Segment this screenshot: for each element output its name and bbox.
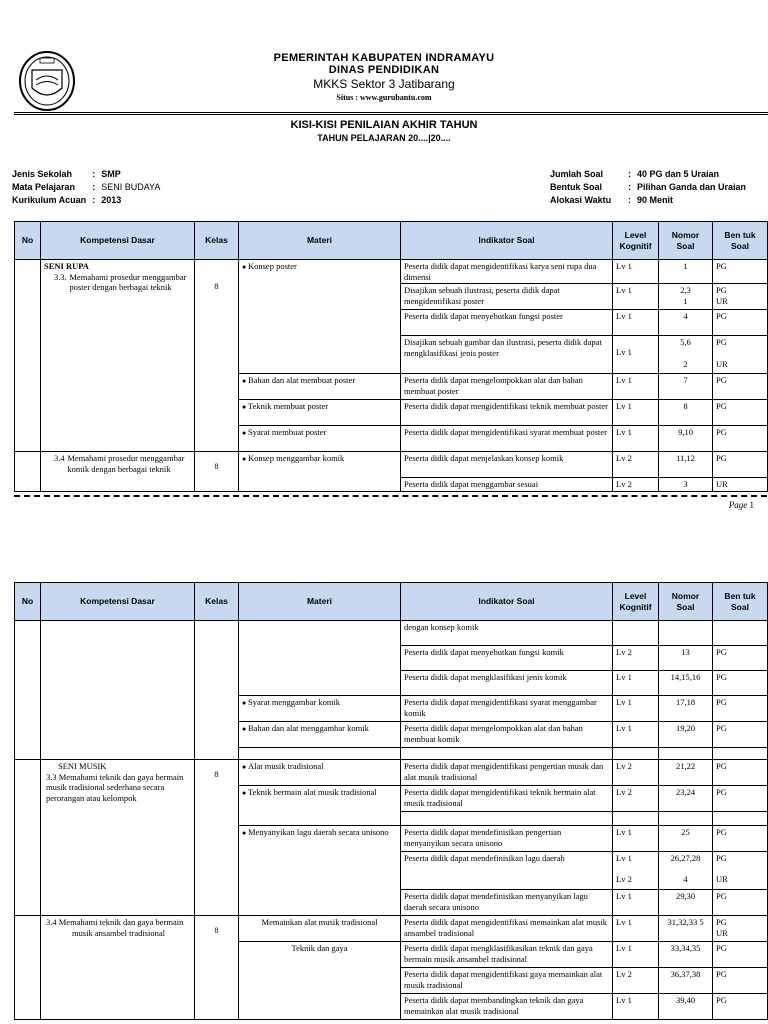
cell-no: [15, 760, 41, 916]
indikator-cell: Peserta didik dapat mengidentifikasi teknik bermain alat musik tradisional: [401, 786, 613, 812]
page-label: Page: [728, 500, 748, 510]
level-cell: Lv 2: [613, 786, 659, 812]
level-cell: Lv 2: [613, 452, 659, 478]
kd-section-head: SENI MUSIK: [58, 761, 107, 771]
bentuk-cell: PG: [713, 400, 768, 426]
materi-item: ● Konsep menggambar komik: [242, 453, 344, 463]
nomor-cell: 13: [659, 646, 713, 671]
materi-item: ● Teknik bermain alat musik tradisional: [242, 787, 377, 797]
indikator-cell: [401, 812, 613, 826]
bentuk-cell: PG: [713, 994, 768, 1020]
cell-kelas: [195, 452, 239, 492]
table-header-row: [15, 583, 768, 621]
col-materi: Materi: [239, 583, 401, 621]
cell-no: [15, 260, 41, 452]
indikator-cell: Peserta didik dapat mengidentifikasi gaya memainkan alat musik tradisional: [401, 968, 613, 994]
bentuk-value: UR: [716, 295, 728, 306]
materi-item: ● Syarat menggambar komik: [242, 697, 340, 707]
nomor-cell: 33,34,35: [659, 942, 713, 968]
cell-no: [15, 621, 41, 760]
cell-materi: [239, 722, 401, 748]
col-materi: Materi: [239, 222, 401, 260]
level-cell: Lv 1: [613, 310, 659, 336]
info-label: Jenis Sekolah: [12, 169, 73, 179]
table-row: [15, 621, 768, 646]
info-value: 2013: [101, 195, 122, 205]
nomor-value: 4: [683, 873, 688, 884]
nomor-cell: [659, 812, 713, 826]
col-kelas: Kelas: [195, 222, 239, 260]
table-header-row: [15, 222, 768, 260]
cell-no: [15, 452, 41, 492]
cell-kd: [41, 621, 195, 760]
nomor-cell: 3: [659, 478, 713, 492]
materi-item: ● Menyanyikan lagu daerah secara unisono: [242, 827, 389, 837]
bentuk-value: PG: [716, 853, 727, 863]
cell-kelas: [195, 916, 239, 1020]
indikator-cell: Disajikan sebuah ilustrasi, peserta didik dapat mengidentifikasi poster: [401, 284, 613, 310]
col-indikator: Indikator Soal: [401, 583, 613, 621]
cell-kd: [41, 916, 195, 1020]
info-label: Kurikulum Acuan: [12, 195, 87, 205]
bentuk-value: UR: [716, 927, 728, 938]
bentuk-cell: PG: [713, 722, 768, 748]
kd-number: 3.4: [54, 453, 65, 464]
level-value: Lv 1: [616, 347, 632, 358]
level-cell: Lv 2: [613, 478, 659, 492]
cell-materi: [239, 748, 401, 760]
level-cell: Lv 1: [613, 426, 659, 452]
kisi-table-page1: [14, 221, 768, 492]
cell-materi: [239, 260, 401, 374]
materi-item: Teknik dan gaya: [291, 943, 348, 953]
nomor-cell: 21,22: [659, 760, 713, 786]
dept-title: DINAS PENDIDIKAN: [328, 64, 440, 76]
cell-kd: [41, 760, 195, 916]
bentuk-cell: PG: [713, 760, 768, 786]
materi-item: ● Syarat membuat poster: [242, 427, 326, 437]
kd-text: 3.4 Memahami teknik dan gaya bermain musik ansambel tradisional: [46, 917, 184, 938]
level-cell: [613, 748, 659, 760]
nomor-cell: 7: [659, 374, 713, 400]
bentuk-value: UR: [716, 873, 728, 884]
info-value: 40 PG dan 5 Uraian: [637, 169, 720, 179]
indikator-cell: Peserta didik dapat mengidentifikasi memainkan alat musik ansambel tradisional: [401, 916, 613, 942]
cell-materi: [239, 696, 401, 722]
level-cell: [613, 812, 659, 826]
table-row: [15, 916, 768, 942]
cell-kd: [41, 260, 195, 452]
table-row: [15, 760, 768, 786]
bentuk-cell: PG: [713, 374, 768, 400]
bentuk-cell: PG: [713, 786, 768, 812]
table-row: [15, 260, 768, 284]
level-cell: Lv 2: [613, 646, 659, 671]
col-kelas: Kelas: [195, 583, 239, 621]
cell-kelas: [195, 260, 239, 452]
nomor-cell: 8: [659, 400, 713, 426]
cell-materi: [239, 786, 401, 826]
bentuk-cell: PG: [713, 646, 768, 671]
col-kompetensi: Kompetensi Dasar: [41, 222, 195, 260]
nomor-value: 5,6: [680, 337, 691, 348]
kd-text: Memahami prosedur menggambar poster dengan berbagai teknik: [69, 271, 187, 293]
col-no: No: [15, 222, 41, 260]
indikator-cell: Peserta didik dapat mengidentifikasi syarat membuat poster: [401, 426, 613, 452]
cell-materi: [239, 400, 401, 426]
cell-kelas: [195, 621, 239, 760]
info-label: Jumlah Soal: [550, 169, 604, 179]
cell-materi: [239, 826, 401, 916]
cell-materi: [239, 760, 401, 786]
bentuk-cell: PG: [713, 310, 768, 336]
bentuk-value: PG: [716, 337, 727, 348]
bentuk-cell: [713, 812, 768, 826]
level-cell: [613, 336, 659, 374]
level-cell: Lv 1: [613, 671, 659, 696]
nomor-value: 1: [683, 295, 688, 306]
cell-materi: [239, 426, 401, 452]
indikator-cell: Peserta didik dapat mengidentifikasi teknik membuat poster: [401, 400, 613, 426]
website-line: Situs : www.gurubantu.com: [336, 93, 432, 102]
level-cell: Lv 1: [613, 826, 659, 852]
bentuk-cell: [713, 852, 768, 890]
materi-item: ● Bahan dan alat membuat poster: [242, 375, 355, 385]
kelas-value: 8: [214, 281, 219, 291]
info-left: Jenis Sekolah : SMP Mata Pelajaran : SENI BUDAYA Kurikulum Acuan : 2013: [10, 169, 162, 208]
title-sub: TAHUN PELAJARAN 20....|20....: [317, 133, 451, 143]
bentuk-cell: [713, 621, 768, 646]
letterhead: [0, 52, 768, 102]
bentuk-value: PG: [716, 285, 727, 296]
indikator-cell: Peserta didik dapat mengklasifikasi jenis komik: [401, 671, 613, 696]
nomor-cell: 25: [659, 826, 713, 852]
indikator-cell: Peserta didik dapat mengklasifikasikan teknik dan gaya bermain musik ansambel tradisional: [401, 942, 613, 968]
materi-item: ● Konsep poster: [242, 261, 297, 271]
col-level: Level Kognitif: [613, 583, 659, 621]
page-number: [729, 500, 754, 510]
nomor-cell: [659, 852, 713, 890]
bentuk-cell: UR: [713, 478, 768, 492]
nomor-cell: 4: [659, 310, 713, 336]
materi-item: ● Teknik membuat poster: [242, 401, 328, 411]
col-no: No: [15, 583, 41, 621]
cell-materi: [239, 621, 401, 696]
col-nomor: Nomor Soal: [659, 222, 713, 260]
indikator-cell: Peserta didik dapat mengidentifikasi pengertian musik dan alat musik tradisional: [401, 760, 613, 786]
info-value: SMP: [101, 169, 121, 179]
bentuk-value: PG: [716, 917, 727, 927]
level-value: Lv 2: [616, 873, 632, 884]
bentuk-cell: PG: [713, 826, 768, 852]
kelas-value: 8: [214, 925, 219, 935]
level-cell: Lv 1: [613, 722, 659, 748]
bentuk-cell: [713, 336, 768, 374]
info-value: SENI BUDAYA: [101, 182, 161, 192]
header-rule-2: [14, 114, 768, 115]
cell-no: [15, 916, 41, 1020]
indikator-cell: Disajikan sebuah gambar dan ilustrasi, peserta didik dapat mengklasifikasi jenis poster: [401, 336, 613, 374]
nomor-cell: 36,37,38: [659, 968, 713, 994]
header-rule: [14, 112, 768, 113]
info-label: Alokasi Waktu: [550, 195, 612, 205]
cell-materi: [239, 374, 401, 400]
kd-number: 3.3.: [54, 271, 67, 282]
nomor-value: 2,3: [680, 285, 691, 296]
bentuk-cell: [713, 748, 768, 760]
indikator-cell: Peserta didik dapat mengidentifikasi syarat menggambar komik: [401, 696, 613, 722]
title-main: KISI-KISI PENILAIAN AKHIR TAHUN: [290, 119, 478, 131]
nomor-cell: 14,15,16: [659, 671, 713, 696]
level-cell: Lv 1: [613, 890, 659, 916]
nomor-cell: [659, 284, 713, 310]
level-cell: Lv 1: [613, 916, 659, 942]
page-num: 1: [749, 500, 754, 510]
nomor-cell: 1: [659, 260, 713, 284]
bentuk-cell: PG: [713, 890, 768, 916]
indikator-cell: Peserta didik dapat menggambar sesuai: [401, 478, 613, 492]
indikator-cell: Peserta didik dapat mendefinisikan menyanyikan lagu daerah secara unisono: [401, 890, 613, 916]
nomor-cell: 17,18: [659, 696, 713, 722]
nomor-value: 2: [683, 358, 688, 369]
indikator-cell: Peserta didik dapat membandingkan teknik dan gaya memainkan alat musik tradisional: [401, 994, 613, 1020]
materi-item: ● Alat musik tradisional: [242, 761, 324, 771]
nomor-cell: 19,20: [659, 722, 713, 748]
kelas-value: 8: [214, 769, 219, 779]
indikator-cell: dengan konsep komik: [401, 621, 613, 646]
info-value: Pilihan Ganda dan Uraian: [637, 182, 747, 192]
col-kompetensi: Kompetensi Dasar: [41, 583, 195, 621]
level-cell: Lv 1: [613, 374, 659, 400]
nomor-cell: 23,24: [659, 786, 713, 812]
indikator-cell: Peserta didik dapat menyebutkan fungsi poster: [401, 310, 613, 336]
level-cell: [613, 621, 659, 646]
table-row: [15, 452, 768, 478]
level-cell: Lv 1: [613, 942, 659, 968]
info-right: Jumlah Soal : 40 PG dan 5 Uraian Bentuk Soal : Pilihan Ganda dan Uraian Alokasi Waktu : 90 Menit: [548, 169, 748, 208]
cell-kelas: [195, 760, 239, 916]
gov-title: PEMERINTAH KABUPATEN INDRAMAYU: [273, 52, 495, 64]
kisi-table-page2: [14, 582, 768, 1020]
cell-materi: [239, 942, 401, 1020]
info-label: Bentuk Soal: [550, 182, 603, 192]
nomor-cell: [659, 621, 713, 646]
level-cell: Lv 1: [613, 260, 659, 284]
bentuk-cell: PG: [713, 426, 768, 452]
col-level: Level Kognitif: [613, 222, 659, 260]
info-value: 90 Menit: [637, 195, 674, 205]
level-cell: Lv 2: [613, 760, 659, 786]
level-cell: Lv 1: [613, 696, 659, 722]
nomor-cell: 29,30: [659, 890, 713, 916]
bentuk-cell: [713, 916, 768, 942]
col-nomor: Nomor Soal: [659, 583, 713, 621]
indikator-cell: Peserta didik dapat mengelompokkan alat dan bahan membuat poster: [401, 374, 613, 400]
level-cell: [613, 852, 659, 890]
col-bentuk: Ben tuk Soal: [713, 583, 768, 621]
materi-item: Memainkan alat musik tradisional: [239, 916, 401, 942]
document-title: [0, 119, 768, 143]
page-break-line: [14, 495, 767, 497]
bentuk-cell: PG: [713, 260, 768, 284]
bentuk-cell: PG: [713, 671, 768, 696]
bentuk-cell: PG: [713, 968, 768, 994]
kelas-value: 8: [214, 461, 219, 472]
bentuk-cell: [713, 284, 768, 310]
level-cell: Lv 1: [613, 400, 659, 426]
bentuk-cell: PG: [713, 452, 768, 478]
bentuk-cell: PG: [713, 942, 768, 968]
nomor-cell: 9,10: [659, 426, 713, 452]
kd-text: Memahami prosedur menggambar komik dengan berbagai teknik: [67, 453, 185, 474]
indikator-cell: [401, 748, 613, 760]
nomor-cell: 39,40: [659, 994, 713, 1020]
bentuk-cell: PG: [713, 696, 768, 722]
nomor-value: 26,27,28: [670, 853, 701, 863]
nomor-cell: [659, 336, 713, 374]
level-cell: Lv 1: [613, 284, 659, 310]
indikator-cell: Peserta didik dapat menyebutkan fungsi komik: [401, 646, 613, 671]
nomor-cell: [659, 748, 713, 760]
bentuk-value: UR: [716, 358, 728, 369]
level-cell: Lv 2: [613, 968, 659, 994]
level-cell: Lv 1: [613, 994, 659, 1020]
level-value: Lv 1: [616, 853, 632, 863]
indikator-cell: Peserta didik dapat mengelompokkan alat dan bahan membuat komik: [401, 722, 613, 748]
cell-materi: [239, 452, 401, 492]
kd-text: 3.3 Memahami teknik dan gaya bermain musik tradisional sederhana secara perorangan atau kelompok: [46, 771, 184, 803]
materi-item: ● Bahan dan alat menggambar komik: [242, 723, 369, 733]
indikator-cell: Peserta didik dapat mendefinisikan lagu daerah: [401, 852, 613, 890]
nomor-cell: 31,32,33 5: [659, 916, 713, 942]
info-label: Mata Pelajaran: [12, 182, 76, 192]
indikator-cell: Peserta didik dapat menjelaskan konsep komik: [401, 452, 613, 478]
nomor-cell: 11,12: [659, 452, 713, 478]
kd-section-head: SENI RUPA: [44, 261, 89, 271]
col-indikator: Indikator Soal: [401, 222, 613, 260]
col-bentuk: Ben tuk Soal: [713, 222, 768, 260]
indikator-cell: Peserta didik dapat mengidentifikasi karya seni rupa dua dimensi: [401, 260, 613, 284]
cell-kd: [41, 452, 195, 492]
org-title: MKKS Sektor 3 Jatibarang: [313, 77, 455, 91]
indikator-cell: Peserta didik dapat mendefinisikan pengertian menyanyikan secara unisono: [401, 826, 613, 852]
